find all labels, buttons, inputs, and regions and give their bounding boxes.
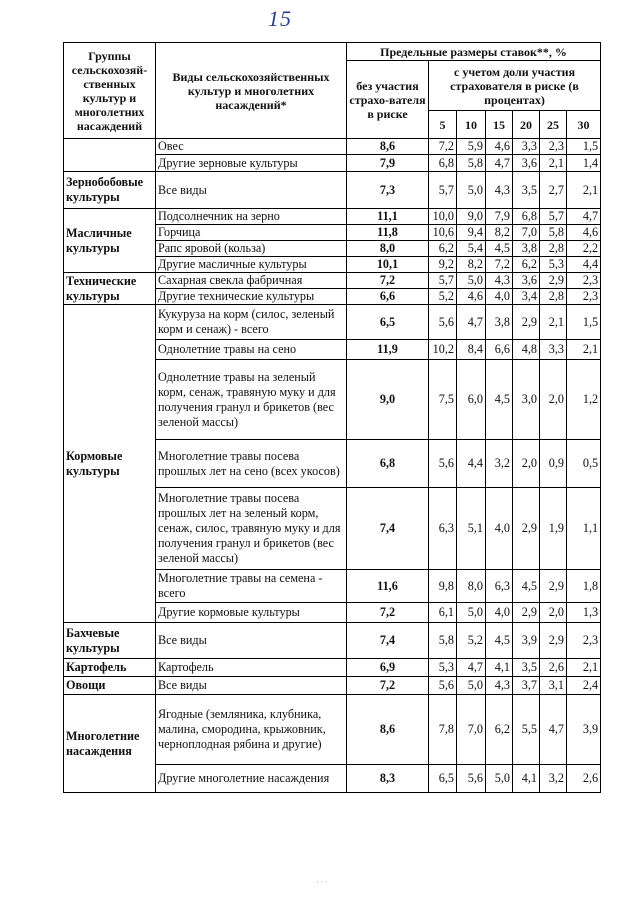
rate-share-20: 2,0	[513, 440, 540, 488]
rate-share-10: 8,2	[457, 257, 486, 273]
rate-share-30: 2,3	[567, 273, 601, 289]
rate-share-15: 4,5	[486, 241, 513, 257]
rate-share-15: 3,2	[486, 440, 513, 488]
base-rate: 8,6	[347, 139, 429, 155]
rate-share-30: 1,1	[567, 488, 601, 570]
rate-share-10: 5,0	[457, 172, 486, 209]
base-rate: 8,6	[347, 695, 429, 765]
rate-share-15: 6,3	[486, 570, 513, 603]
rate-share-25: 3,2	[540, 765, 567, 793]
base-rate: 11,1	[347, 209, 429, 225]
rate-share-5: 5,7	[429, 172, 457, 209]
crop-name: Горчица	[156, 225, 347, 241]
header-share-15: 15	[486, 111, 513, 139]
group-name: Бахчевые культуры	[64, 623, 156, 659]
rate-share-30: 4,7	[567, 209, 601, 225]
rate-share-30: 2,2	[567, 241, 601, 257]
table-row	[64, 172, 601, 209]
rate-share-10: 6,0	[457, 360, 486, 440]
header-without-participation: без участия страхо-вателя в риске	[347, 61, 429, 139]
group-name: Многолетние насаждения	[64, 695, 156, 793]
rate-share-20: 4,1	[513, 765, 540, 793]
rate-share-20: 3,0	[513, 360, 540, 440]
rate-share-20: 2,9	[513, 488, 540, 570]
crop-name: Многолетние травы посева прошлых лет на сено (всех укосов)	[156, 440, 347, 488]
rate-share-10: 8,0	[457, 570, 486, 603]
rate-share-20: 3,6	[513, 155, 540, 172]
rate-share-5: 6,3	[429, 488, 457, 570]
crop-name: Другие кормовые культуры	[156, 603, 347, 623]
rate-share-30: 2,1	[567, 659, 601, 677]
insurance-rates-table	[63, 42, 601, 793]
rate-share-10: 5,0	[457, 677, 486, 695]
rate-share-5: 9,2	[429, 257, 457, 273]
rate-share-30: 2,4	[567, 677, 601, 695]
group-name: Масличные культуры	[64, 209, 156, 273]
rate-share-15: 4,1	[486, 659, 513, 677]
rate-share-30: 2,6	[567, 765, 601, 793]
rate-share-5: 5,8	[429, 623, 457, 659]
rate-share-10: 9,0	[457, 209, 486, 225]
crop-name: Все виды	[156, 172, 347, 209]
rate-share-5: 7,5	[429, 360, 457, 440]
rate-share-15: 4,7	[486, 155, 513, 172]
rate-share-15: 4,6	[486, 139, 513, 155]
rate-share-30: 4,4	[567, 257, 601, 273]
rate-share-15: 4,5	[486, 360, 513, 440]
rate-share-30: 0,5	[567, 440, 601, 488]
rate-share-15: 8,2	[486, 225, 513, 241]
rate-share-10: 7,0	[457, 695, 486, 765]
crop-name: Все виды	[156, 623, 347, 659]
header-with-participation: с учетом доли участия страхователя в риске (в процентах)	[429, 61, 601, 111]
base-rate: 7,2	[347, 603, 429, 623]
crop-name: Однолетние травы на зеленый корм, сенаж, травяную муку и для получения гранул и брикетов (вес зеленой массы)	[156, 360, 347, 440]
base-rate: 7,3	[347, 172, 429, 209]
rate-share-30: 3,9	[567, 695, 601, 765]
rate-share-25: 4,7	[540, 695, 567, 765]
rate-share-20: 5,5	[513, 695, 540, 765]
base-rate: 6,8	[347, 440, 429, 488]
crop-name: Все виды	[156, 677, 347, 695]
header-limits: Предельные размеры ставок**, %	[347, 43, 601, 61]
header-share-5: 5	[429, 111, 457, 139]
rate-share-15: 7,9	[486, 209, 513, 225]
rate-share-25: 2,9	[540, 273, 567, 289]
rate-share-20: 3,8	[513, 241, 540, 257]
rate-share-15: 4,3	[486, 172, 513, 209]
base-rate: 11,8	[347, 225, 429, 241]
crop-name: Кукуруза на корм (силос, зеленый корм и сенаж) - всего	[156, 305, 347, 340]
table-row	[64, 273, 601, 289]
rate-share-15: 4,3	[486, 677, 513, 695]
rate-share-25: 5,7	[540, 209, 567, 225]
rate-share-5: 10,6	[429, 225, 457, 241]
rate-share-25: 2,9	[540, 570, 567, 603]
group-name: Кормовые культуры	[64, 305, 156, 623]
rate-share-20: 7,0	[513, 225, 540, 241]
header-crop: Виды сельскохозяйственных культур и многолетних насаждений*	[156, 43, 347, 139]
rate-share-10: 5,1	[457, 488, 486, 570]
rate-share-20: 3,4	[513, 289, 540, 305]
base-rate: 7,2	[347, 677, 429, 695]
rate-share-10: 5,8	[457, 155, 486, 172]
rate-share-10: 4,7	[457, 305, 486, 340]
rate-share-10: 5,9	[457, 139, 486, 155]
rate-share-5: 6,2	[429, 241, 457, 257]
crop-name: Другие масличные культуры	[156, 257, 347, 273]
rate-share-10: 9,4	[457, 225, 486, 241]
rate-share-10: 4,6	[457, 289, 486, 305]
rate-share-25: 0,9	[540, 440, 567, 488]
table-row	[64, 209, 601, 225]
rate-share-25: 2,8	[540, 289, 567, 305]
rate-share-20: 4,8	[513, 340, 540, 360]
group-name: Зернобобовые культуры	[64, 172, 156, 209]
rate-share-20: 3,5	[513, 172, 540, 209]
group-name: Технические культуры	[64, 273, 156, 305]
rate-share-10: 8,4	[457, 340, 486, 360]
rate-share-15: 4,3	[486, 273, 513, 289]
base-rate: 7,4	[347, 488, 429, 570]
rate-share-15: 4,5	[486, 623, 513, 659]
crop-name: Другие зерновые культуры	[156, 155, 347, 172]
base-rate: 8,3	[347, 765, 429, 793]
table-header	[64, 43, 601, 139]
rate-share-20: 6,8	[513, 209, 540, 225]
rate-share-10: 4,7	[457, 659, 486, 677]
rate-share-5: 10,0	[429, 209, 457, 225]
rate-share-25: 2,1	[540, 155, 567, 172]
rate-share-25: 2,0	[540, 360, 567, 440]
table-row	[64, 659, 601, 677]
rate-share-20: 4,5	[513, 570, 540, 603]
rate-share-15: 7,2	[486, 257, 513, 273]
rate-share-20: 3,7	[513, 677, 540, 695]
group-name: Картофель	[64, 659, 156, 677]
rate-share-10: 5,0	[457, 603, 486, 623]
rate-share-30: 2,3	[567, 623, 601, 659]
rate-share-15: 4,0	[486, 289, 513, 305]
rate-share-10: 5,6	[457, 765, 486, 793]
crop-name: Однолетние травы на сено	[156, 340, 347, 360]
base-rate: 8,0	[347, 241, 429, 257]
rate-share-5: 10,2	[429, 340, 457, 360]
rate-share-20: 3,5	[513, 659, 540, 677]
rate-share-5: 9,8	[429, 570, 457, 603]
rate-share-25: 2,9	[540, 623, 567, 659]
rate-share-15: 6,6	[486, 340, 513, 360]
base-rate: 11,6	[347, 570, 429, 603]
rate-share-20: 3,3	[513, 139, 540, 155]
rate-share-20: 3,6	[513, 273, 540, 289]
header-share-20: 20	[513, 111, 540, 139]
group-name: Овощи	[64, 677, 156, 695]
rate-share-20: 3,9	[513, 623, 540, 659]
rate-share-5: 6,8	[429, 155, 457, 172]
rate-share-10: 4,4	[457, 440, 486, 488]
scan-artifact: · · ·	[316, 878, 328, 887]
rate-share-30: 2,3	[567, 289, 601, 305]
header-share-25: 25	[540, 111, 567, 139]
rate-share-25: 2,6	[540, 659, 567, 677]
rate-share-5: 5,7	[429, 273, 457, 289]
rate-share-30: 1,4	[567, 155, 601, 172]
rate-share-15: 4,0	[486, 603, 513, 623]
crop-name: Многолетние травы посева прошлых лет на зеленый корм, сенаж, силос, травяную муку и для получения гранул и брикетов (вес зеленой массы)	[156, 488, 347, 570]
rate-share-5: 5,6	[429, 440, 457, 488]
rate-share-5: 6,1	[429, 603, 457, 623]
rate-share-25: 5,8	[540, 225, 567, 241]
crop-name: Ягодные (земляника, клубника, малина, смородина, крыжовник, черноплодная рябина и другие)	[156, 695, 347, 765]
rate-share-30: 1,2	[567, 360, 601, 440]
rate-share-20: 2,9	[513, 603, 540, 623]
header-share-10: 10	[457, 111, 486, 139]
base-rate: 6,6	[347, 289, 429, 305]
table-row	[64, 139, 601, 155]
rate-share-5: 7,2	[429, 139, 457, 155]
base-rate: 6,5	[347, 305, 429, 340]
crop-name: Другие технические культуры	[156, 289, 347, 305]
rate-share-25: 2,0	[540, 603, 567, 623]
rate-share-10: 5,2	[457, 623, 486, 659]
base-rate: 10,1	[347, 257, 429, 273]
base-rate: 7,4	[347, 623, 429, 659]
rate-share-25: 3,3	[540, 340, 567, 360]
rate-share-30: 1,5	[567, 139, 601, 155]
rate-share-15: 4,0	[486, 488, 513, 570]
rate-share-25: 2,8	[540, 241, 567, 257]
rate-share-30: 1,3	[567, 603, 601, 623]
rate-share-15: 3,8	[486, 305, 513, 340]
crop-name: Сахарная свекла фабричная	[156, 273, 347, 289]
base-rate: 11,9	[347, 340, 429, 360]
rate-share-25: 3,1	[540, 677, 567, 695]
rate-share-5: 5,6	[429, 677, 457, 695]
rate-share-10: 5,0	[457, 273, 486, 289]
rate-share-5: 7,8	[429, 695, 457, 765]
header-group: Группы сельскохозяй-ственных культур и многолетних насаждений	[64, 43, 156, 139]
rate-share-25: 2,1	[540, 305, 567, 340]
rate-share-30: 4,6	[567, 225, 601, 241]
table-row	[64, 677, 601, 695]
crop-name: Многолетние травы на семена - всего	[156, 570, 347, 603]
table-row	[64, 623, 601, 659]
rate-share-30: 2,1	[567, 172, 601, 209]
rate-share-5: 6,5	[429, 765, 457, 793]
page-number: 15	[268, 6, 292, 31]
rate-share-20: 6,2	[513, 257, 540, 273]
table-body	[64, 139, 601, 793]
base-rate: 7,2	[347, 273, 429, 289]
crop-name: Картофель	[156, 659, 347, 677]
rate-share-30: 2,1	[567, 340, 601, 360]
rate-share-15: 6,2	[486, 695, 513, 765]
table-row	[64, 305, 601, 340]
rate-share-30: 1,5	[567, 305, 601, 340]
crop-name: Овес	[156, 139, 347, 155]
header-share-30: 30	[567, 111, 601, 139]
rate-share-25: 5,3	[540, 257, 567, 273]
group-name	[64, 139, 156, 172]
base-rate: 9,0	[347, 360, 429, 440]
rate-share-30: 1,8	[567, 570, 601, 603]
rate-share-25: 2,7	[540, 172, 567, 209]
base-rate: 6,9	[347, 659, 429, 677]
rate-share-5: 5,3	[429, 659, 457, 677]
rate-share-5: 5,6	[429, 305, 457, 340]
rate-share-5: 5,2	[429, 289, 457, 305]
rate-share-10: 5,4	[457, 241, 486, 257]
base-rate: 7,9	[347, 155, 429, 172]
rate-share-25: 1,9	[540, 488, 567, 570]
rate-share-15: 5,0	[486, 765, 513, 793]
crop-name: Другие многолетние насаждения	[156, 765, 347, 793]
crop-name: Рапс яровой (кольза)	[156, 241, 347, 257]
table-row	[64, 695, 601, 765]
rate-share-20: 2,9	[513, 305, 540, 340]
rate-share-25: 2,3	[540, 139, 567, 155]
crop-name: Подсолнечник на зерно	[156, 209, 347, 225]
